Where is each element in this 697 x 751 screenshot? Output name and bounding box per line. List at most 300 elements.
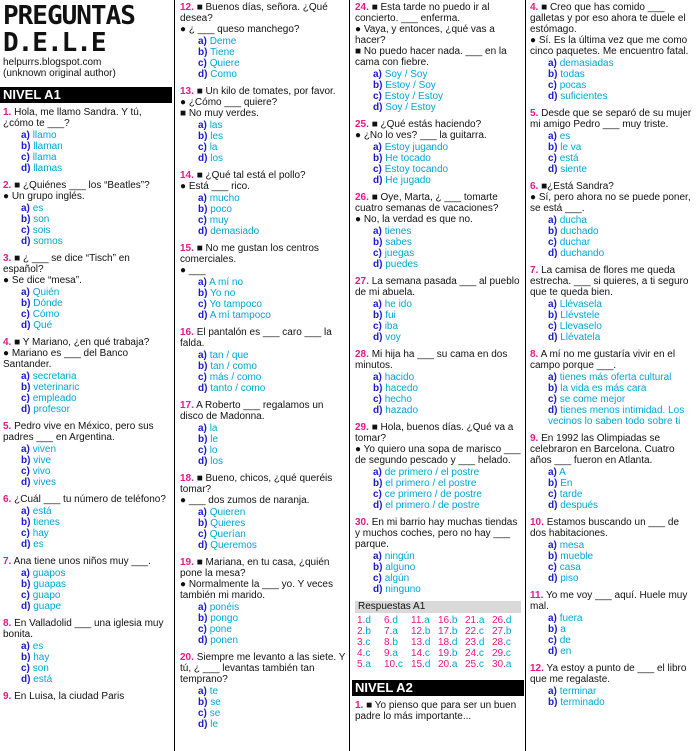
answer-cell (465, 626, 492, 637)
option-letter: b) (548, 310, 558, 321)
question-text: ■ Mariana, en tu casa, ¿quién pone la mesa? ● Normalmente la ___ yo. Y veces también mi marido. (180, 557, 333, 601)
answer-option[interactable] (548, 405, 697, 427)
answer-option[interactable] (548, 237, 697, 248)
answer-option[interactable] (21, 568, 172, 579)
option-list (373, 551, 524, 595)
answer-option[interactable] (548, 540, 697, 551)
answer-option[interactable] (198, 350, 348, 361)
answer-letter: d (392, 615, 398, 626)
question (177, 327, 348, 394)
option-text: fui (385, 310, 396, 321)
question-stem (530, 2, 697, 57)
question-stem (355, 276, 524, 298)
question-number: 17. (180, 400, 194, 411)
answer-option[interactable] (198, 383, 348, 394)
answer-option[interactable] (548, 58, 697, 69)
answer-option[interactable] (21, 641, 172, 652)
option-list (548, 613, 697, 657)
question-text: ■ ¿Qué estás haciendo? ● ¿No lo ves? ___ la guitarra. (355, 119, 487, 141)
answer-option[interactable] (548, 372, 697, 383)
option-letter: d) (21, 236, 31, 247)
answer-option[interactable] (21, 141, 172, 152)
question-list-3b (352, 700, 524, 722)
answer-option[interactable] (198, 361, 348, 372)
answer-option[interactable] (373, 259, 524, 270)
answer-option[interactable] (198, 215, 348, 226)
option-letter: a) (548, 540, 557, 551)
option-letter: b) (21, 652, 31, 663)
option-text: mesa (559, 540, 585, 551)
option-text: vive (33, 455, 52, 466)
option-list (21, 568, 172, 612)
answer-cell (465, 659, 492, 670)
option-letter: d) (198, 456, 208, 467)
answer-option[interactable] (198, 456, 348, 467)
answer-option[interactable] (198, 445, 348, 456)
answer-option[interactable] (373, 91, 524, 102)
answer-option[interactable] (548, 697, 697, 708)
answer-option[interactable] (198, 310, 348, 321)
option-letter: d) (548, 248, 558, 259)
option-text: se come mejor (559, 394, 626, 405)
option-text: a (560, 624, 566, 635)
option-text: demasiadas (559, 58, 614, 69)
question-text: ■ Esta tarde no puedo ir al concierto. ___ enferma. ● Vaya, y entonces, ¿qué vas a hacer? ■ No puedo hacer nada. ___ en la cama con fiebre. (355, 2, 507, 68)
answer-option[interactable] (548, 551, 697, 562)
answer-option[interactable] (373, 102, 524, 113)
option-letter: d) (198, 310, 208, 321)
question-list-1 (0, 107, 172, 702)
option-letter: a) (373, 69, 382, 80)
answer-option[interactable] (373, 321, 524, 332)
option-text: sois (32, 225, 51, 236)
answer-cell (438, 659, 465, 670)
question-stem (355, 2, 524, 68)
answer-option[interactable] (548, 624, 697, 635)
option-letter: b) (373, 478, 383, 489)
answer-option[interactable] (21, 674, 172, 685)
answer-option[interactable] (198, 69, 348, 80)
option-text: está (33, 674, 53, 685)
answer-option[interactable] (21, 130, 172, 141)
option-list (198, 36, 348, 80)
option-letter: c) (373, 573, 382, 584)
answer-option[interactable] (21, 663, 172, 674)
option-letter: a) (548, 215, 557, 226)
answer-option[interactable] (21, 477, 172, 488)
answer-option[interactable] (548, 142, 697, 153)
option-text: He jugado (385, 175, 431, 186)
option-text: duchado (560, 226, 599, 237)
answer-number: 25. (465, 659, 479, 670)
answer-option[interactable] (373, 573, 524, 584)
answer-option[interactable] (198, 529, 348, 540)
answer-option[interactable] (198, 58, 348, 69)
answer-option[interactable] (548, 613, 697, 624)
answer-option[interactable] (373, 372, 524, 383)
option-letter: d) (373, 102, 383, 113)
column-divider (174, 0, 175, 751)
answer-number: 7. (384, 626, 393, 637)
answer-option[interactable] (548, 467, 697, 478)
answer-option[interactable] (21, 393, 172, 404)
answer-option[interactable] (548, 635, 697, 646)
option-text: Dónde (33, 298, 63, 309)
answer-option[interactable] (21, 528, 172, 539)
answer-option[interactable] (21, 203, 172, 214)
question (177, 2, 348, 80)
option-letter: d) (198, 635, 208, 646)
option-letter: b) (21, 214, 31, 225)
answer-option[interactable] (548, 686, 697, 697)
answer-option[interactable] (21, 382, 172, 393)
answer-option[interactable] (548, 394, 697, 405)
answer-number: 20. (438, 659, 452, 670)
answer-option[interactable] (198, 719, 348, 730)
option-letter: c) (373, 91, 382, 102)
option-text: es (559, 131, 571, 142)
answer-option[interactable] (548, 321, 697, 332)
option-letter: c) (198, 299, 207, 310)
option-text: fuera (559, 613, 583, 624)
answer-option[interactable] (198, 613, 348, 624)
answer-option[interactable] (373, 142, 524, 153)
option-letter: b) (548, 624, 558, 635)
answer-option[interactable] (198, 47, 348, 58)
answer-option[interactable] (21, 320, 172, 331)
option-letter: a) (198, 120, 207, 131)
option-letter: a) (198, 423, 207, 434)
answer-option[interactable] (373, 562, 524, 573)
option-letter: d) (198, 383, 208, 394)
question (177, 243, 348, 321)
question-number: 27. (355, 276, 369, 287)
option-list (198, 686, 348, 730)
option-letter: b) (373, 562, 383, 573)
option-letter: d) (198, 719, 208, 730)
question-number: 4. (530, 2, 539, 13)
answer-option[interactable] (548, 383, 697, 394)
question-text: La camisa de flores me queda estrecha. ___ si quieres, a ti seguro que te queda bien. (530, 265, 692, 298)
answer-option[interactable] (548, 226, 697, 237)
option-list (21, 130, 172, 174)
answer-option[interactable] (21, 371, 172, 382)
answer-letter: a (365, 659, 371, 670)
option-letter: c) (548, 635, 557, 646)
answer-option[interactable] (21, 506, 172, 517)
answer-option[interactable] (198, 372, 348, 383)
option-text: tienes (384, 226, 412, 237)
option-text: se (209, 708, 221, 719)
option-text: Soy / Estoy (385, 102, 436, 113)
answer-option[interactable] (21, 225, 172, 236)
option-text: guapas (33, 579, 67, 590)
option-text: las (209, 120, 223, 131)
answer-option[interactable] (198, 153, 348, 164)
option-letter: c) (373, 248, 382, 259)
option-letter: c) (21, 528, 30, 539)
question-number: 15. (180, 243, 194, 254)
answer-option[interactable] (198, 131, 348, 142)
question-number: 6. (3, 494, 12, 505)
question-number: 9. (530, 433, 539, 444)
answer-number: 11. (411, 615, 425, 626)
answer-option[interactable] (198, 120, 348, 131)
option-letter: a) (198, 686, 207, 697)
answer-option[interactable] (198, 540, 348, 551)
answer-option[interactable] (373, 394, 524, 405)
answer-option[interactable] (198, 624, 348, 635)
column-divider (525, 0, 526, 751)
option-text: tan / que (209, 350, 249, 361)
answer-number: 29. (492, 648, 506, 659)
answer-letter: b (505, 626, 512, 637)
question-number: 19. (180, 557, 194, 568)
answer-option[interactable] (548, 153, 697, 164)
option-letter: a) (198, 350, 207, 361)
answer-letter: a (392, 648, 398, 659)
answer-option[interactable] (21, 444, 172, 455)
option-text: los (210, 456, 224, 467)
option-letter: b) (198, 613, 208, 624)
question-number: 25. (355, 119, 369, 130)
option-text: terminar (559, 686, 597, 697)
answer-option[interactable] (198, 507, 348, 518)
answer-option[interactable] (548, 310, 697, 321)
answer-option[interactable] (198, 697, 348, 708)
option-text: Estoy / Estoy (384, 91, 444, 102)
answer-option[interactable] (198, 193, 348, 204)
question (0, 107, 172, 174)
option-text: pone (209, 624, 232, 635)
option-text: profesor (33, 404, 70, 415)
answer-option[interactable] (548, 69, 697, 80)
answer-option[interactable] (373, 248, 524, 259)
question-stem (355, 349, 524, 371)
answer-number: 2. (357, 626, 366, 637)
answer-option[interactable] (198, 602, 348, 613)
option-letter: b) (373, 80, 383, 91)
question-text: En mi barrio hay muchas tiendas y muchos coches, pero no hay ___ parque. (355, 517, 521, 550)
question (0, 337, 172, 415)
answer-option[interactable] (21, 539, 172, 550)
answer-option[interactable] (548, 573, 697, 584)
question (352, 119, 524, 186)
question-list-3 (352, 2, 524, 595)
answer-option[interactable] (21, 652, 172, 663)
question-number: 18. (180, 473, 194, 484)
answer-option[interactable] (21, 163, 172, 174)
answer-option[interactable] (21, 517, 172, 528)
option-letter: a) (21, 371, 30, 382)
question-stem (530, 265, 697, 298)
question (0, 556, 172, 612)
answer-option[interactable] (21, 152, 172, 163)
option-letter: a) (548, 58, 557, 69)
option-letter: d) (548, 91, 558, 102)
answer-option[interactable] (548, 299, 697, 310)
answer-option[interactable] (198, 226, 348, 237)
answer-option[interactable] (548, 215, 697, 226)
answer-option[interactable] (21, 404, 172, 415)
question-stem (180, 473, 348, 506)
question-stem (180, 2, 348, 35)
answer-option[interactable] (373, 500, 524, 511)
option-letter: d) (548, 500, 558, 511)
answer-option[interactable] (373, 383, 524, 394)
option-letter: d) (373, 332, 383, 343)
answer-option[interactable] (373, 299, 524, 310)
answer-option[interactable] (548, 646, 697, 657)
option-letter: a) (21, 444, 30, 455)
option-text: Llévstele (560, 310, 600, 321)
answer-option[interactable] (373, 551, 524, 562)
answer-cell (465, 648, 492, 659)
option-list (373, 69, 524, 113)
option-letter: a) (21, 287, 30, 298)
option-letter: d) (373, 175, 383, 186)
answer-option[interactable] (373, 80, 524, 91)
option-letter: a) (198, 36, 207, 47)
answer-option[interactable] (548, 80, 697, 91)
question (527, 517, 697, 584)
answer-number: 10. (384, 659, 398, 670)
question (527, 2, 697, 102)
answer-option[interactable] (198, 299, 348, 310)
answer-letter: c (365, 648, 371, 659)
question (177, 86, 348, 164)
answer-option[interactable] (373, 226, 524, 237)
answer-option[interactable] (198, 423, 348, 434)
answer-number: 22. (465, 626, 479, 637)
question-number: 2. (3, 180, 12, 191)
option-letter: a) (21, 130, 30, 141)
answer-option[interactable] (198, 635, 348, 646)
option-list (21, 287, 172, 331)
answer-option[interactable] (548, 332, 697, 343)
title-line-2: D.E.L.E (3, 28, 106, 58)
question-number: 26. (355, 192, 369, 203)
answer-option[interactable] (373, 478, 524, 489)
option-list (548, 131, 697, 175)
answer-option[interactable] (198, 686, 348, 697)
answer-option[interactable] (548, 562, 697, 573)
answer-option[interactable] (198, 36, 348, 47)
answer-cell (411, 626, 438, 637)
answer-option[interactable] (548, 489, 697, 500)
answer-option[interactable] (548, 164, 697, 175)
question-number: 6. (530, 181, 539, 192)
answer-option[interactable] (548, 478, 697, 489)
answer-option[interactable] (21, 579, 172, 590)
option-text: está (559, 153, 579, 164)
option-list (21, 371, 172, 415)
option-letter: a) (373, 299, 382, 310)
option-letter: b) (21, 298, 31, 309)
option-text: A mí no (209, 277, 244, 288)
question-text: A Roberto ___ regalamos un disco de Madonna. (180, 400, 327, 422)
question-number: 14. (180, 170, 194, 181)
answer-option[interactable] (198, 204, 348, 215)
answer-option[interactable] (21, 214, 172, 225)
option-text: algún (384, 573, 410, 584)
option-list (548, 686, 697, 708)
option-letter: c) (21, 152, 30, 163)
answer-option[interactable] (548, 91, 697, 102)
question-stem (180, 557, 348, 601)
answer-option[interactable] (198, 434, 348, 445)
answer-option[interactable] (198, 518, 348, 529)
option-text: Qué (33, 320, 53, 331)
answer-option[interactable] (373, 584, 524, 595)
option-text: pocas (559, 80, 587, 91)
answer-option[interactable] (373, 467, 524, 478)
option-letter: a) (198, 602, 207, 613)
answer-option[interactable] (373, 164, 524, 175)
answer-option[interactable] (373, 332, 524, 343)
answer-letter: d (424, 659, 431, 670)
question (0, 691, 172, 702)
answer-option[interactable] (548, 248, 697, 259)
answer-option[interactable] (373, 405, 524, 416)
question-stem (180, 652, 348, 685)
option-text: la (209, 423, 218, 434)
answer-option[interactable] (373, 175, 524, 186)
question-text: ■ Hola, buenos días. ¿Qué va a tomar? ● Yo quiero una sopa de marisco ___ de segundo pescado y ___ helado. (355, 422, 521, 466)
answer-option[interactable] (198, 708, 348, 719)
option-list (21, 444, 172, 488)
answer-option[interactable] (198, 277, 348, 288)
answer-option[interactable] (548, 131, 697, 142)
question-number: 8. (3, 618, 12, 629)
option-letter: b) (198, 204, 208, 215)
question-text: ■ ¿ ___ se dice “Tisch” en español? ● Se dice “mesa”. (3, 253, 130, 286)
option-text: son (32, 663, 49, 674)
answer-option[interactable] (21, 590, 172, 601)
answer-option[interactable] (21, 455, 172, 466)
answer-number: 1. (357, 615, 366, 626)
answer-option[interactable] (198, 288, 348, 299)
answer-option[interactable] (21, 601, 172, 612)
option-letter: b) (21, 455, 31, 466)
answer-cell (492, 626, 519, 637)
option-letter: a) (21, 506, 30, 517)
answer-option[interactable] (21, 309, 172, 320)
answer-option[interactable] (373, 69, 524, 80)
option-text: guape (33, 601, 62, 612)
answer-number: 5. (357, 659, 366, 670)
answer-option[interactable] (373, 310, 524, 321)
answer-option[interactable] (21, 298, 172, 309)
answer-option[interactable] (548, 500, 697, 511)
answer-option[interactable] (21, 287, 172, 298)
question-stem (3, 337, 172, 370)
option-letter: d) (373, 500, 383, 511)
answer-option[interactable] (373, 489, 524, 500)
option-letter: c) (198, 445, 207, 456)
answer-option[interactable] (373, 237, 524, 248)
option-letter: d) (21, 539, 31, 550)
option-letter: b) (198, 288, 208, 299)
option-text: es (33, 539, 44, 550)
answer-option[interactable] (373, 153, 524, 164)
answer-option[interactable] (21, 466, 172, 477)
answer-option[interactable] (198, 142, 348, 153)
question-text: ■ Un kilo de tomates, por favor. ● ¿Cómo ___ quiere? ■ No muy verdes. (180, 86, 336, 119)
option-text: Llévasela (559, 299, 602, 310)
answer-option[interactable] (21, 236, 172, 247)
option-text: sabes (385, 237, 412, 248)
